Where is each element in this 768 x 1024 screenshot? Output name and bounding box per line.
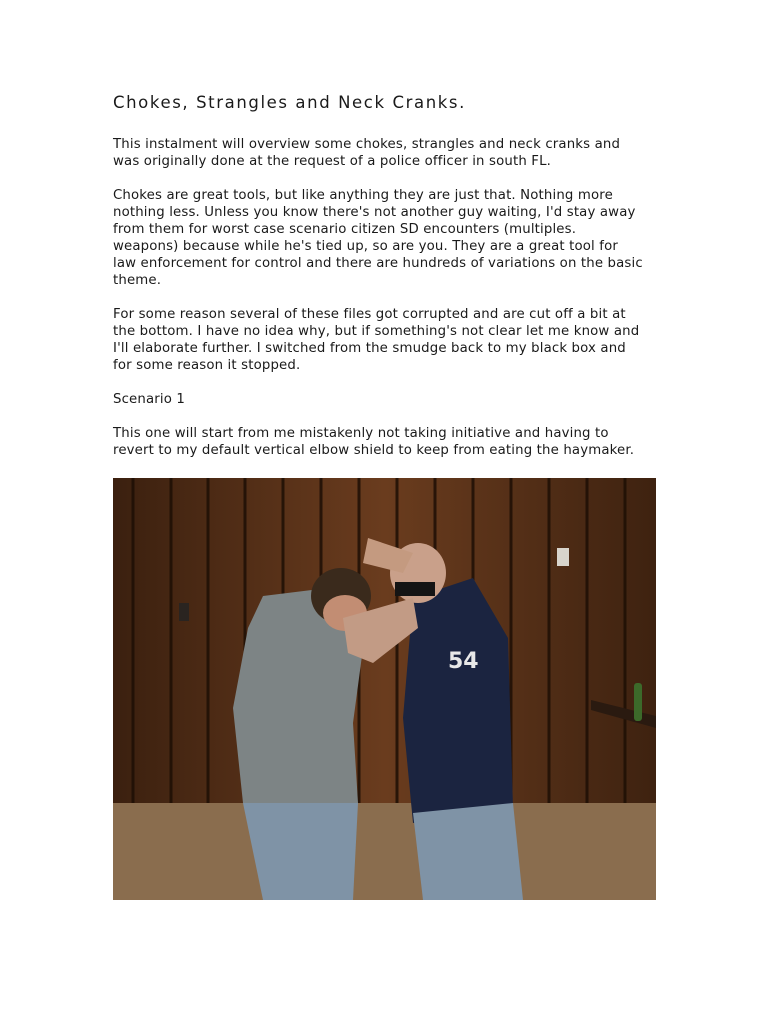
floor: [113, 803, 656, 900]
document-title: Chokes, Strangles and Neck Cranks.: [113, 93, 466, 112]
photo-illustration: [113, 478, 656, 900]
wall-outlet: [557, 548, 569, 566]
bottle: [634, 683, 642, 721]
paragraph-scenario-1: This one will start from me mistakenly not taking initiative and having to revert to my default vertical elbow shield to keep from eating the haymaker.: [113, 426, 635, 458]
scenario-photo: [113, 478, 656, 900]
face-censor-bar: [395, 582, 435, 596]
paragraph-intro: This instalment will overview some chokes, strangles and neck cranks and was originally done at the request of a police officer in south FL.: [113, 137, 621, 169]
paragraph-corrupted-files: For some reason several of these files got corrupted and are cut off a bit at the bottom. I have no idea why, but if something's not clear let me know and I'll elaborate further. I switched from the smudge back to my black box and for some reason it stopped.: [113, 307, 640, 373]
document-body: [113, 92, 658, 476]
paragraph-chokes: Chokes are great tools, but like anything they are just that. Nothing more nothing less. Unless you know there's not another guy waiting, I'd stay away from them for worst case scenario citizen SD encounters (multiples. weapons) because while he's tied up, so are you. They are a great tool for law enforcement for control and there are hundreds of variations on the basic theme.: [113, 188, 643, 288]
jersey-number: 54: [448, 649, 479, 674]
scenario-heading: Scenario 1: [113, 392, 185, 407]
light-switch: [179, 603, 189, 621]
